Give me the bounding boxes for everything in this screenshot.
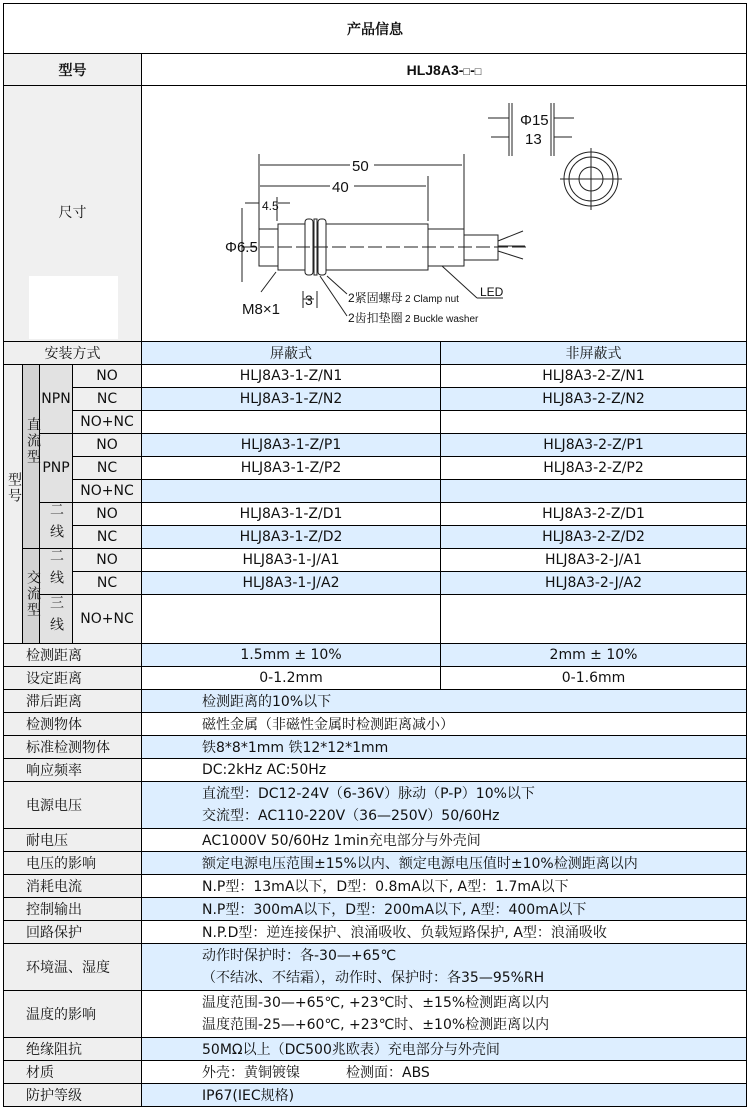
sensor-dimension-diagram [142,86,747,337]
model-separator: - [470,61,475,78]
spec-value-unshielded: 2mm ± 10% [441,644,747,667]
model-cell-shielded [142,595,441,644]
model-cell-unshielded: HLJ8A3-2-Z/P1 [441,434,747,457]
spec-value-multiline [142,991,747,1038]
spec-value-shielded: 1.5mm ± 10% [142,644,441,667]
mount-label: 安装方式 [4,342,142,365]
spec-value: 额定电源电压范围±15%以内、额定电源电压值时±10%检测距离以内 [142,852,747,875]
model-cell-shielded: HLJ8A3-1-Z/N1 [142,365,441,388]
spec-line-1: 直流型：DC12-24V（6-36V）脉动（P-P）10%以下 [202,786,535,802]
model-box-2: □ [474,65,482,78]
spec-value: 检测距离的10%以下 [142,690,747,713]
ac-type-label [23,549,40,644]
product-info-table [3,3,747,1107]
model-cell-unshielded: HLJ8A3-2-Z/P2 [441,457,747,480]
spec-label: 消耗电流 [4,875,142,898]
spec-line-2: （不结冰、不结霜），动作时、保护时：各35—95%RH [202,970,545,986]
spec-value: AC1000V 50/60Hz 1min充电部分与外壳间 [142,829,747,852]
spec-value-unshielded: 0-1.6mm [441,667,747,690]
output-type: NO [73,549,142,572]
model-cell-shielded: HLJ8A3-1-Z/P1 [142,434,441,457]
spec-label: 滞后距离 [4,690,142,713]
model-cell-unshielded: HLJ8A3-2-J/A2 [441,572,747,595]
mount-unshielded-header: 非屏蔽式 [441,342,747,365]
model-cell-shielded: HLJ8A3-1-Z/D1 [142,503,441,526]
pnp-label: PNP [40,434,73,503]
spec-label: 设定距离 [4,667,142,690]
output-type: NO+NC [73,480,142,503]
model-cell-shielded: HLJ8A3-1-J/A1 [142,549,441,572]
clamp-nut-label: 2紧固螺母 [348,291,403,305]
model-cell-shielded: HLJ8A3-1-Z/P2 [142,457,441,480]
ac-three-wire-label [40,595,73,644]
model-value [142,54,747,86]
model-cell-shielded: HLJ8A3-1-Z/N2 [142,388,441,411]
model-group-label [4,365,23,644]
spec-line-2: 交流型：AC110-220V（36—250V）50/60Hz [202,808,500,824]
spec-line-1: 动作时保护时：各-30—+65℃ [202,948,397,964]
spec-label: 响应频率 [4,759,142,782]
npn-label: NPN [40,365,73,434]
model-cell-shielded: HLJ8A3-1-Z/D2 [142,526,441,549]
model-cell-unshielded [441,411,747,434]
spec-value: N.P型：13mA以下，D型：0.8mA以下, A型：1.7mA以下 [142,875,747,898]
spec-label: 温度的影响 [4,991,142,1038]
model-cell-unshielded: HLJ8A3-2-Z/N1 [441,365,747,388]
spec-value: N.P型：300mA以下，D型：200mA以下, A型：400mA以下 [142,898,747,921]
model-cell-unshielded: HLJ8A3-2-Z/N2 [441,388,747,411]
spec-value: 50MΩ以上（DC500兆欧表）充电部分与外壳间 [142,1038,747,1061]
spec-label: 防护等级 [4,1084,142,1107]
dimensions-label-cell [4,86,142,342]
ac-type-text: 交流型 [25,570,41,618]
dim-13: 13 [525,131,542,148]
washer-en-label: 2 Buckle washer [405,314,479,325]
dim-4-5: 4.5 [262,199,279,213]
spec-value: DC:2kHz AC:50Hz [142,759,747,782]
spec-label: 电源电压 [4,782,142,829]
spec-label: 检测距离 [4,644,142,667]
mount-shielded-header: 屏蔽式 [142,342,441,365]
model-cell-shielded: HLJ8A3-1-J/A2 [142,572,441,595]
model-cell-unshielded [441,595,747,644]
spec-label: 控制输出 [4,898,142,921]
clamp-nut-en-label: 2 Clamp nut [405,294,459,305]
model-cell-unshielded [441,480,747,503]
dim-phi6-5: Φ6.5 [225,239,258,256]
spec-label: 检测物体 [4,713,142,736]
model-prefix: HLJ8A3- [406,61,464,78]
led-label: LED [480,285,504,299]
ac-two-wire-text: 二线 [48,547,64,592]
spec-label: 回路保护 [4,921,142,944]
model-cell-unshielded: HLJ8A3-2-Z/D2 [441,526,747,549]
spec-value-multiline [142,944,747,991]
page-title: 产品信息 [4,4,747,54]
dim-phi15: Φ15 [520,112,549,129]
output-type: NO+NC [73,411,142,434]
model-cell-unshielded: HLJ8A3-2-J/A1 [441,549,747,572]
dc-type-label [23,365,40,549]
output-type: NC [73,388,142,411]
spec-label: 环境温、湿度 [4,944,142,991]
spec-line-2: 温度范围-25—+60℃, +23℃时、±10%检测距离以内 [202,1017,550,1033]
dc-two-wire-text: 二线 [48,501,64,546]
spec-label: 标准检测物体 [4,736,142,759]
spec-line-1: 温度范围-30—+65℃, +23℃时、±15%检测距离以内 [202,995,550,1011]
dim-3: 3 [305,292,313,308]
spec-label: 电压的影响 [4,852,142,875]
spec-label: 耐电压 [4,829,142,852]
dim-40: 40 [332,179,349,196]
spec-value-multiline [142,782,747,829]
model-cell-shielded [142,411,441,434]
model-box-1: □ [463,65,471,78]
ac-three-wire-text: 三线 [48,595,64,639]
output-type: NC [73,457,142,480]
output-type: NO [73,365,142,388]
model-label: 型号 [4,54,142,86]
output-type: NC [73,526,142,549]
material-face: 检测面：ABS [346,1065,430,1081]
spec-value [142,1061,747,1084]
spec-value: IP67(IEC规格) [142,1084,747,1107]
model-cell-shielded [142,480,441,503]
dc-two-wire-label [40,503,73,549]
model-cell-unshielded: HLJ8A3-2-Z/D1 [441,503,747,526]
output-type: NC [73,572,142,595]
blank-patch [29,276,118,339]
dc-type-text: 直流型 [25,416,41,465]
dimensions-label: 尺寸 [58,204,87,221]
output-type: NO [73,503,142,526]
model-group-text: 型号 [6,472,22,504]
output-type: NO+NC [73,595,142,644]
dim-thread: M8×1 [242,301,280,318]
dim-50: 50 [352,158,369,175]
spec-value: 磁性金属（非磁性金属时检测距离减小） [142,713,747,736]
spec-label: 绝缘阻抗 [4,1038,142,1061]
spec-value-shielded: 0-1.2mm [142,667,441,690]
ac-two-wire-label [40,549,73,595]
washer-label: 2齿扣垫圈 [348,311,403,325]
output-type: NO [73,434,142,457]
dimension-drawing [142,86,747,342]
spec-label: 材质 [4,1061,142,1084]
product-info-sheet [3,3,746,1107]
spec-value: 铁8*8*1mm 铁12*12*1mm [142,736,747,759]
spec-value: N.P.D型：逆连接保护、浪涌吸收、负载短路保护, A型：浪涌吸收 [142,921,747,944]
material-housing: 外壳：黄铜镀镍 [202,1065,300,1081]
